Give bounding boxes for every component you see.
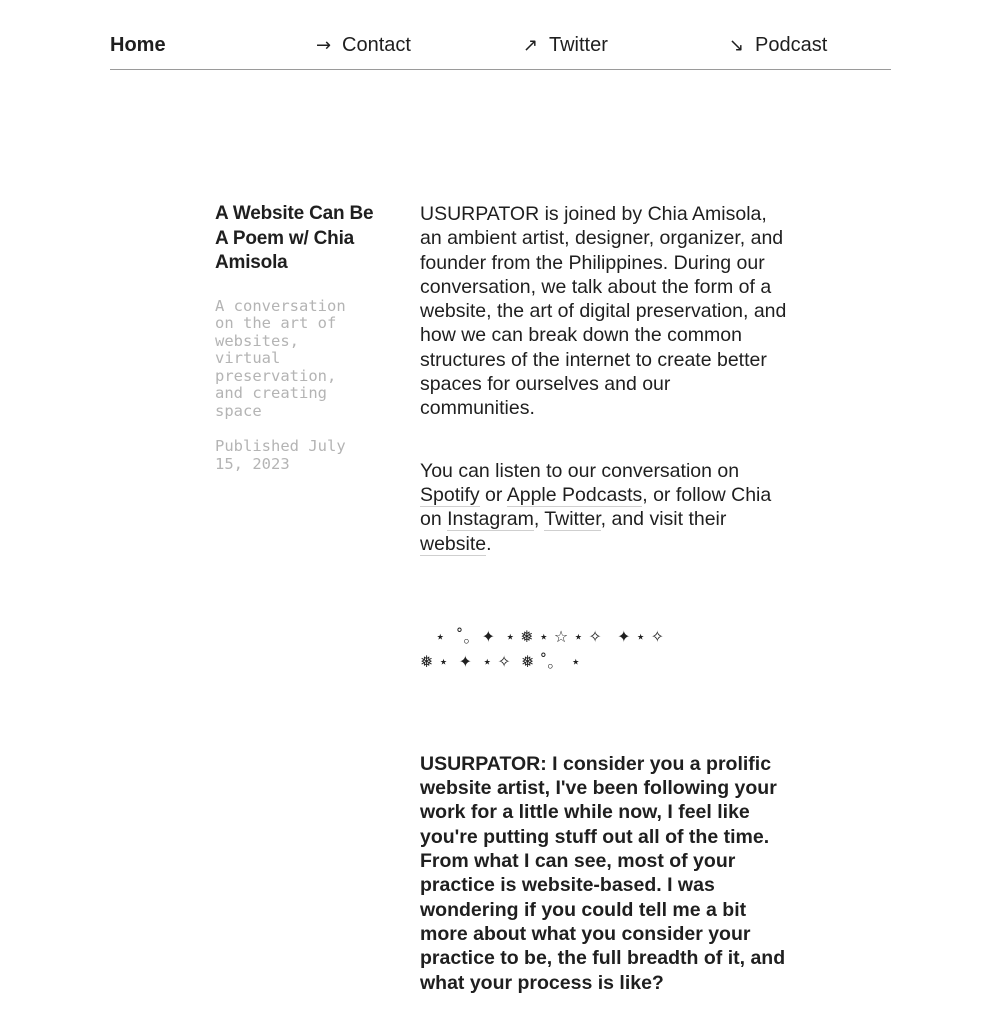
- sparkle-line-1: ⋆ ˚｡ ✦ ⋆ ❅ ⋆ ☆ ⋆ ✧ ✦ ⋆ ✧: [420, 626, 665, 646]
- listen-visit: , and visit their: [600, 508, 727, 531]
- nav-contact-label: Contact: [342, 34, 411, 56]
- post-description: A conversation on the art of websites, virtual preservation, and creating space: [215, 296, 346, 420]
- arrow-up-right-icon: ↗: [523, 35, 539, 56]
- sparkle-divider: [420, 624, 790, 674]
- listen-follow: , or follow Chia on: [420, 483, 772, 531]
- nav-twitter-label: Twitter: [549, 34, 608, 56]
- sparkle-line-2: ❅ ⋆ ✦ ⋆ ✧ ❅ ˚｡ ⋆: [420, 651, 581, 671]
- arrow-down-right-icon: ↘: [729, 35, 745, 56]
- post-title: A Website Can Be A Poem w/ Chia Amisola: [215, 203, 374, 273]
- nav-podcast-label: Podcast: [755, 34, 828, 56]
- interview-question: USURPATOR: I consider you a prolific website artist, I've been following your work for a little while now, I feel like you're putting stuff out all of the time. From what I can see, most of your practice is website-based. I was wondering if you could tell me a bit more about what you consider your practice to be, the full breadth of it, and what your process is like?: [420, 752, 786, 994]
- spotify-link[interactable]: Spotify: [420, 483, 480, 506]
- post-body: [420, 202, 790, 1014]
- listen-end: .: [486, 532, 492, 555]
- nav-home-link[interactable]: [110, 33, 166, 57]
- listen-paragraph: [420, 459, 790, 556]
- instagram-link[interactable]: Instagram: [447, 508, 534, 531]
- listen-prefix: You can listen to our conversation on: [420, 459, 740, 482]
- nav-twitter-link[interactable]: [523, 33, 608, 58]
- nav-podcast-link[interactable]: [729, 33, 827, 58]
- twitter-link[interactable]: Twitter: [544, 508, 601, 531]
- intro-paragraph: USURPATOR is joined by Chia Amisola, an ambient artist, designer, organizer, and founder from the Philippines. During our conversation, we talk about the form of a website, the art of digital preservation, and how we can break down the common structures of the internet to create better spaces for ourselves and our communities.: [420, 203, 787, 420]
- listen-comma: ,: [533, 508, 545, 531]
- post-meta-sidebar: [215, 202, 385, 473]
- top-nav: [110, 0, 891, 70]
- website-link[interactable]: website: [420, 532, 487, 555]
- nav-contact-link[interactable]: [316, 33, 411, 58]
- apple-podcasts-link[interactable]: Apple Podcasts: [506, 483, 643, 506]
- post-published-date: Published July 15, 2023: [215, 437, 346, 473]
- arrow-right-icon: →: [316, 35, 332, 56]
- listen-or: or: [479, 483, 507, 506]
- nav-home-label: Home: [110, 34, 166, 56]
